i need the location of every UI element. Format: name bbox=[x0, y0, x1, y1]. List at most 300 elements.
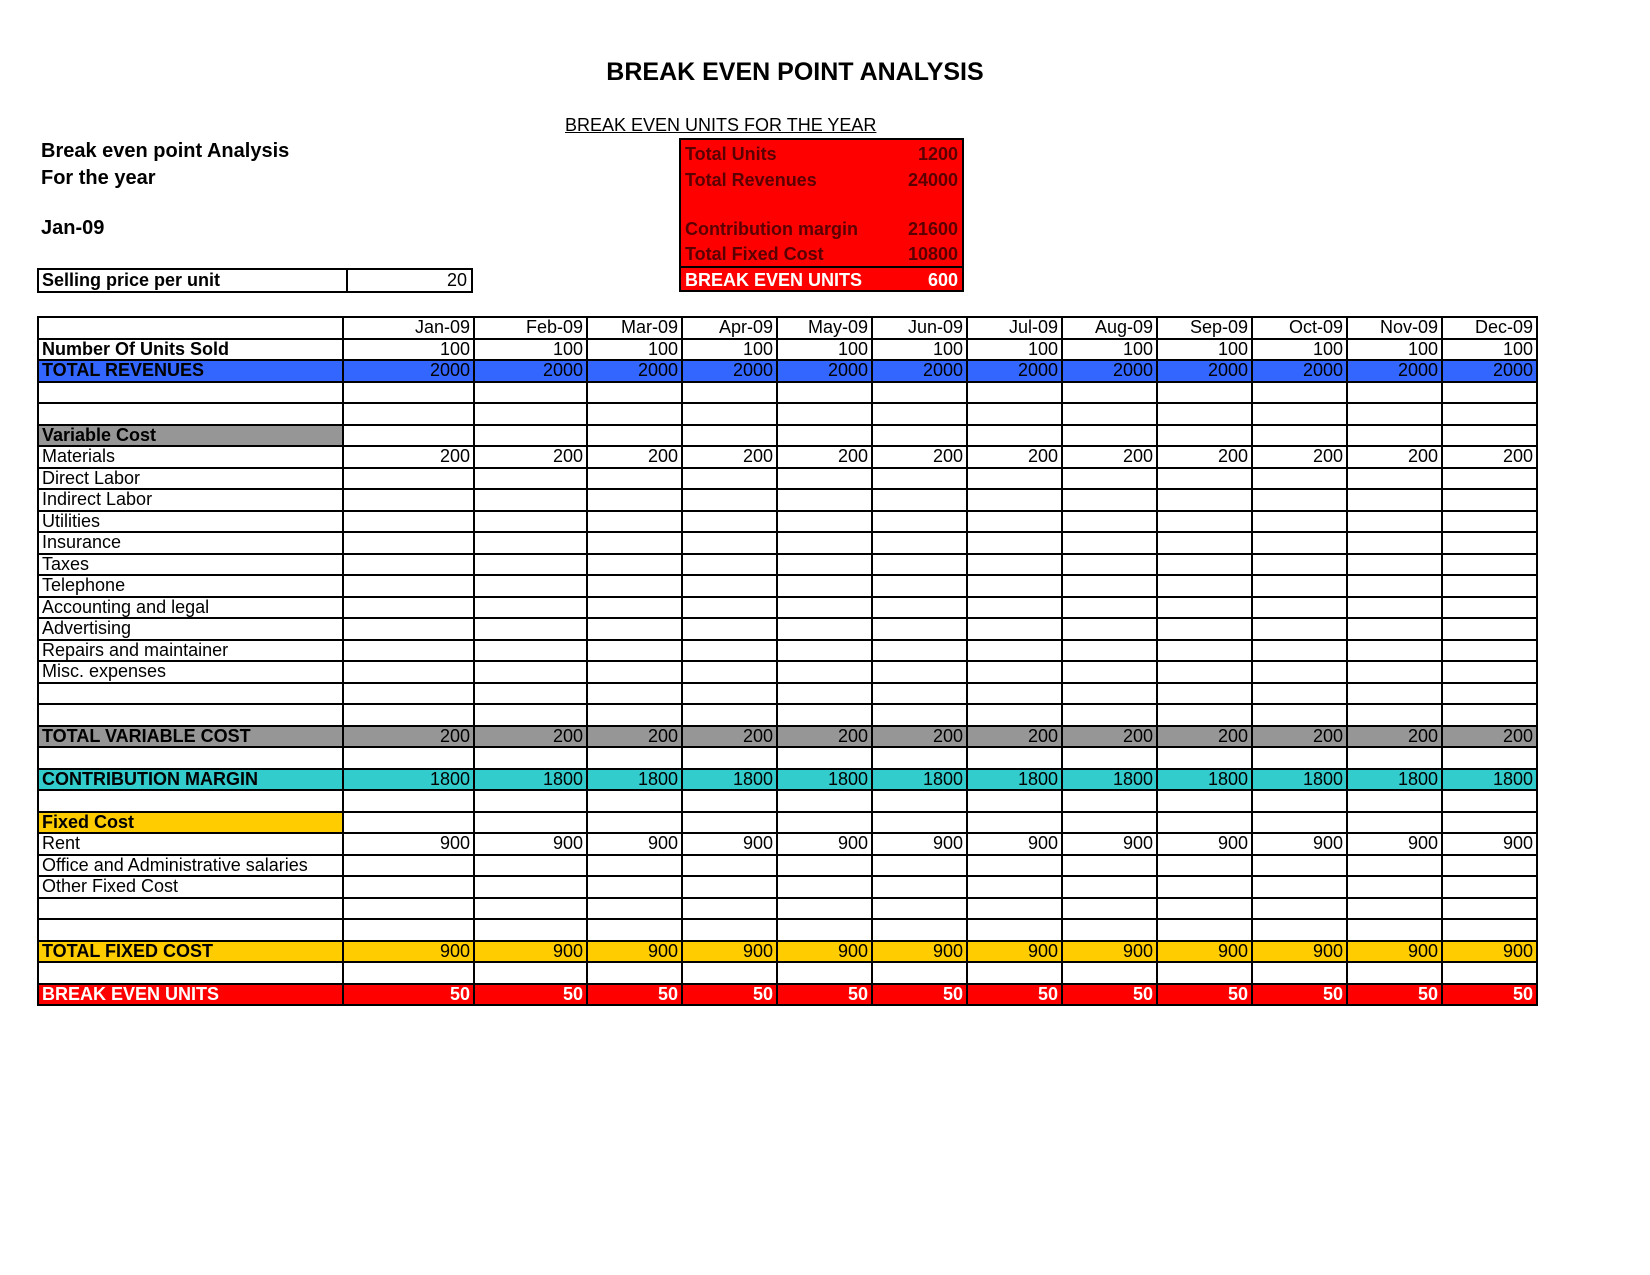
table-cell bbox=[967, 597, 1062, 619]
table-cell bbox=[777, 962, 872, 984]
table-cell bbox=[1347, 790, 1442, 812]
table-cell bbox=[1252, 855, 1347, 877]
table-cell: 2000 bbox=[1252, 360, 1347, 382]
table-cell bbox=[872, 597, 967, 619]
table-cell bbox=[1347, 382, 1442, 404]
table-cell: 900 bbox=[872, 833, 967, 855]
table-cell bbox=[1252, 640, 1347, 662]
table-cell bbox=[587, 919, 682, 941]
table-cell: 200 bbox=[967, 726, 1062, 748]
table-cell bbox=[777, 661, 872, 683]
table-cell bbox=[777, 597, 872, 619]
table-cell bbox=[777, 532, 872, 554]
table-cell bbox=[967, 704, 1062, 726]
table-cell bbox=[967, 683, 1062, 705]
table-cell bbox=[1252, 618, 1347, 640]
table-cell bbox=[587, 704, 682, 726]
table-cell bbox=[1157, 683, 1252, 705]
header-line-2: For the year bbox=[41, 167, 156, 189]
table-cell bbox=[967, 403, 1062, 425]
table-cell bbox=[1442, 575, 1537, 597]
table-cell bbox=[343, 382, 474, 404]
table-cell bbox=[343, 855, 474, 877]
table-cell bbox=[1157, 554, 1252, 576]
row-label-cell: TOTAL REVENUES bbox=[38, 360, 343, 382]
table-cell: 1800 bbox=[1252, 769, 1347, 791]
table-cell bbox=[474, 382, 587, 404]
table-cell: 2000 bbox=[967, 360, 1062, 382]
table-cell bbox=[1062, 919, 1157, 941]
summary-value: 10800 bbox=[907, 243, 958, 264]
table-cell: 900 bbox=[777, 833, 872, 855]
table-cell bbox=[1062, 962, 1157, 984]
table-cell bbox=[1062, 661, 1157, 683]
table-row bbox=[38, 919, 1537, 941]
table-cell bbox=[1442, 683, 1537, 705]
table-cell bbox=[1347, 403, 1442, 425]
table-cell bbox=[1252, 382, 1347, 404]
header-line-1: Break even point Analysis bbox=[41, 140, 290, 162]
table-cell bbox=[1157, 640, 1252, 662]
table-cell bbox=[1347, 876, 1442, 898]
table-cell bbox=[872, 919, 967, 941]
table-cell bbox=[1062, 468, 1157, 490]
table-cell: 200 bbox=[682, 726, 777, 748]
row-label-cell: Repairs and maintainer bbox=[38, 640, 343, 662]
table-cell: 900 bbox=[474, 833, 587, 855]
table-row bbox=[38, 532, 1537, 554]
table-cell: 1800 bbox=[777, 769, 872, 791]
table-cell: 1800 bbox=[343, 769, 474, 791]
table-cell bbox=[682, 425, 777, 447]
table-cell bbox=[682, 876, 777, 898]
row-label-cell: Other Fixed Cost bbox=[38, 876, 343, 898]
row-label-cell: Office and Administrative salaries bbox=[38, 855, 343, 877]
table-cell: 200 bbox=[1252, 726, 1347, 748]
row-label-cell: BREAK EVEN UNITS bbox=[38, 984, 343, 1006]
table-cell bbox=[343, 640, 474, 662]
table-cell bbox=[587, 876, 682, 898]
table-cell bbox=[474, 425, 587, 447]
table-cell bbox=[682, 511, 777, 533]
table-cell bbox=[1347, 554, 1442, 576]
table-cell bbox=[1157, 855, 1252, 877]
table-cell bbox=[777, 812, 872, 834]
row-label-cell bbox=[38, 747, 343, 769]
table-cell bbox=[343, 618, 474, 640]
table-cell: 50 bbox=[872, 984, 967, 1006]
table-cell bbox=[343, 575, 474, 597]
row-label-cell: Number Of Units Sold bbox=[38, 339, 343, 361]
table-row bbox=[38, 661, 1537, 683]
table-cell bbox=[1157, 382, 1252, 404]
summary-label: Total Units bbox=[685, 143, 777, 164]
table-cell: 200 bbox=[872, 446, 967, 468]
table-cell bbox=[872, 790, 967, 812]
table-cell bbox=[1252, 919, 1347, 941]
table-cell bbox=[1442, 425, 1537, 447]
month-header-cell: Mar-09 bbox=[587, 317, 682, 339]
table-row bbox=[38, 812, 1537, 834]
table-cell bbox=[1252, 661, 1347, 683]
table-cell: 100 bbox=[682, 339, 777, 361]
row-label-cell: Utilities bbox=[38, 511, 343, 533]
table-cell: 100 bbox=[587, 339, 682, 361]
table-row bbox=[38, 898, 1537, 920]
table-cell bbox=[474, 532, 587, 554]
table-cell: 1800 bbox=[967, 769, 1062, 791]
row-label-cell bbox=[38, 403, 343, 425]
table-cell: 900 bbox=[1442, 833, 1537, 855]
table-cell bbox=[587, 790, 682, 812]
summary-label: BREAK EVEN UNITS bbox=[685, 269, 863, 290]
table-row bbox=[38, 726, 1537, 748]
table-cell: 50 bbox=[967, 984, 1062, 1006]
summary-row-contribution-margin bbox=[685, 218, 958, 240]
table-cell bbox=[682, 704, 777, 726]
table-cell bbox=[587, 468, 682, 490]
table-cell bbox=[777, 683, 872, 705]
table-cell bbox=[1252, 511, 1347, 533]
row-label-cell: Indirect Labor bbox=[38, 489, 343, 511]
table-row bbox=[38, 468, 1537, 490]
row-label-cell bbox=[38, 962, 343, 984]
table-cell bbox=[777, 489, 872, 511]
row-label-cell: CONTRIBUTION MARGIN bbox=[38, 769, 343, 791]
table-cell: 50 bbox=[474, 984, 587, 1006]
table-cell: 50 bbox=[777, 984, 872, 1006]
table-cell bbox=[682, 661, 777, 683]
summary-label: Total Fixed Cost bbox=[685, 243, 824, 264]
table-cell: 200 bbox=[1347, 726, 1442, 748]
table-row bbox=[38, 575, 1537, 597]
table-cell bbox=[474, 597, 587, 619]
table-row bbox=[38, 769, 1537, 791]
table-cell bbox=[872, 962, 967, 984]
table-cell: 100 bbox=[343, 339, 474, 361]
table-row bbox=[38, 511, 1537, 533]
table-cell bbox=[1252, 554, 1347, 576]
table-cell bbox=[343, 704, 474, 726]
table-cell bbox=[1347, 919, 1442, 941]
table-row bbox=[38, 704, 1537, 726]
table-cell bbox=[343, 876, 474, 898]
table-cell bbox=[1442, 618, 1537, 640]
table-cell: 200 bbox=[1062, 446, 1157, 468]
table-cell bbox=[1347, 575, 1442, 597]
table-cell bbox=[1347, 532, 1442, 554]
table-cell bbox=[872, 855, 967, 877]
table-cell bbox=[1062, 554, 1157, 576]
table-cell bbox=[1062, 511, 1157, 533]
month-header-row bbox=[38, 317, 1537, 339]
table-cell bbox=[587, 812, 682, 834]
table-cell bbox=[343, 919, 474, 941]
table-cell: 2000 bbox=[343, 360, 474, 382]
table-cell bbox=[1252, 597, 1347, 619]
table-cell bbox=[1347, 683, 1442, 705]
month-header-cell: Apr-09 bbox=[682, 317, 777, 339]
table-row bbox=[38, 640, 1537, 662]
table-cell bbox=[777, 704, 872, 726]
table-cell bbox=[1442, 640, 1537, 662]
table-cell bbox=[343, 403, 474, 425]
table-cell bbox=[967, 425, 1062, 447]
table-cell bbox=[587, 683, 682, 705]
table-cell bbox=[682, 382, 777, 404]
row-label-cell bbox=[38, 898, 343, 920]
table-cell: 200 bbox=[474, 726, 587, 748]
table-cell bbox=[1252, 704, 1347, 726]
table-cell: 200 bbox=[777, 446, 872, 468]
table-cell: 2000 bbox=[682, 360, 777, 382]
selling-price-label: Selling price per unit bbox=[39, 270, 348, 291]
table-cell bbox=[343, 790, 474, 812]
table-cell bbox=[343, 554, 474, 576]
table-cell: 900 bbox=[1062, 941, 1157, 963]
table-row bbox=[38, 554, 1537, 576]
table-cell bbox=[1347, 425, 1442, 447]
table-cell bbox=[1062, 575, 1157, 597]
row-label-cell bbox=[38, 704, 343, 726]
table-cell: 2000 bbox=[777, 360, 872, 382]
table-cell bbox=[474, 683, 587, 705]
row-label-cell bbox=[38, 919, 343, 941]
table-cell: 1800 bbox=[1062, 769, 1157, 791]
table-cell bbox=[587, 403, 682, 425]
table-cell bbox=[343, 597, 474, 619]
summary-value: 600 bbox=[927, 269, 958, 290]
table-cell bbox=[1252, 812, 1347, 834]
table-cell bbox=[872, 876, 967, 898]
table-cell bbox=[1157, 898, 1252, 920]
table-cell bbox=[474, 704, 587, 726]
table-cell bbox=[1252, 403, 1347, 425]
table-cell bbox=[967, 876, 1062, 898]
table-cell bbox=[1157, 511, 1252, 533]
table-cell bbox=[1157, 661, 1252, 683]
table-cell bbox=[1347, 468, 1442, 490]
table-cell: 1800 bbox=[872, 769, 967, 791]
row-label-cell: Fixed Cost bbox=[38, 812, 343, 834]
row-label-cell: Insurance bbox=[38, 532, 343, 554]
table-row bbox=[38, 403, 1537, 425]
table-cell bbox=[1062, 683, 1157, 705]
table-cell: 200 bbox=[1252, 446, 1347, 468]
summary-value: 24000 bbox=[907, 169, 958, 190]
month-header-cell: Sep-09 bbox=[1157, 317, 1252, 339]
table-cell bbox=[777, 876, 872, 898]
table-cell bbox=[1442, 661, 1537, 683]
table-cell bbox=[1062, 855, 1157, 877]
table-cell: 2000 bbox=[1442, 360, 1537, 382]
table-cell bbox=[474, 468, 587, 490]
table-row bbox=[38, 984, 1537, 1006]
table-cell: 200 bbox=[1442, 446, 1537, 468]
table-cell bbox=[682, 962, 777, 984]
table-cell bbox=[872, 747, 967, 769]
selling-price-box bbox=[37, 268, 473, 293]
table-cell: 50 bbox=[1442, 984, 1537, 1006]
table-cell bbox=[1442, 919, 1537, 941]
table-cell bbox=[967, 554, 1062, 576]
table-cell bbox=[1252, 425, 1347, 447]
table-cell bbox=[1252, 747, 1347, 769]
table-cell bbox=[587, 747, 682, 769]
table-cell bbox=[343, 683, 474, 705]
row-label-cell: Taxes bbox=[38, 554, 343, 576]
selling-price-value: 20 bbox=[446, 270, 467, 290]
table-cell bbox=[967, 855, 1062, 877]
month-header-cell: Jul-09 bbox=[967, 317, 1062, 339]
row-label-cell bbox=[38, 382, 343, 404]
table-cell: 200 bbox=[343, 726, 474, 748]
table-cell bbox=[1252, 898, 1347, 920]
header-date: Jan-09 bbox=[41, 217, 105, 239]
table-cell bbox=[1062, 403, 1157, 425]
table-cell bbox=[682, 618, 777, 640]
table-cell: 100 bbox=[1062, 339, 1157, 361]
table-row bbox=[38, 618, 1537, 640]
table-cell bbox=[1157, 876, 1252, 898]
table-cell: 2000 bbox=[1062, 360, 1157, 382]
table-cell bbox=[587, 618, 682, 640]
table-cell: 900 bbox=[777, 941, 872, 963]
row-label-cell bbox=[38, 683, 343, 705]
table-cell: 900 bbox=[1347, 833, 1442, 855]
table-cell bbox=[1157, 962, 1252, 984]
table-cell bbox=[682, 812, 777, 834]
table-row bbox=[38, 597, 1537, 619]
table-cell: 200 bbox=[777, 726, 872, 748]
table-cell bbox=[682, 532, 777, 554]
table-cell bbox=[474, 403, 587, 425]
table-cell bbox=[1442, 554, 1537, 576]
table-cell: 100 bbox=[1442, 339, 1537, 361]
table-cell bbox=[1442, 532, 1537, 554]
table-row bbox=[38, 360, 1537, 382]
table-cell: 50 bbox=[587, 984, 682, 1006]
table-cell: 900 bbox=[1062, 833, 1157, 855]
summary-heading: BREAK EVEN UNITS FOR THE YEAR bbox=[565, 115, 877, 135]
table-cell: 2000 bbox=[872, 360, 967, 382]
table-cell bbox=[777, 855, 872, 877]
table-cell: 100 bbox=[1252, 339, 1347, 361]
table-row bbox=[38, 446, 1537, 468]
table-cell bbox=[682, 575, 777, 597]
month-header-cell: Jun-09 bbox=[872, 317, 967, 339]
summary-value: 21600 bbox=[907, 218, 958, 239]
table-cell bbox=[777, 919, 872, 941]
table-cell: 50 bbox=[682, 984, 777, 1006]
table-cell bbox=[1442, 489, 1537, 511]
month-header-cell: May-09 bbox=[777, 317, 872, 339]
table-cell: 200 bbox=[682, 446, 777, 468]
table-cell bbox=[967, 962, 1062, 984]
table-cell: 100 bbox=[474, 339, 587, 361]
row-label-cell: Rent bbox=[38, 833, 343, 855]
table-cell bbox=[872, 511, 967, 533]
page-title: BREAK EVEN POINT ANALYSIS bbox=[606, 58, 984, 86]
table-cell bbox=[1252, 683, 1347, 705]
table-cell bbox=[1252, 468, 1347, 490]
table-cell bbox=[343, 489, 474, 511]
table-cell: 100 bbox=[872, 339, 967, 361]
table-cell: 200 bbox=[343, 446, 474, 468]
table-cell bbox=[1062, 640, 1157, 662]
table-cell bbox=[872, 468, 967, 490]
table-cell bbox=[587, 661, 682, 683]
table-cell: 900 bbox=[587, 941, 682, 963]
table-row bbox=[38, 855, 1537, 877]
table-cell bbox=[1442, 747, 1537, 769]
table-row bbox=[38, 339, 1537, 361]
table-cell bbox=[1347, 962, 1442, 984]
table-cell bbox=[1347, 812, 1442, 834]
table-cell bbox=[1252, 962, 1347, 984]
table-cell: 50 bbox=[343, 984, 474, 1006]
table-cell bbox=[1157, 403, 1252, 425]
table-cell: 200 bbox=[587, 726, 682, 748]
table-cell bbox=[1347, 898, 1442, 920]
table-row bbox=[38, 876, 1537, 898]
table-cell bbox=[777, 554, 872, 576]
table-cell bbox=[682, 683, 777, 705]
table-cell: 900 bbox=[343, 941, 474, 963]
row-label-cell: Direct Labor bbox=[38, 468, 343, 490]
table-cell: 200 bbox=[1157, 446, 1252, 468]
table-cell bbox=[1442, 597, 1537, 619]
table-cell bbox=[1252, 575, 1347, 597]
table-cell bbox=[777, 898, 872, 920]
table-cell bbox=[1347, 489, 1442, 511]
table-cell bbox=[777, 425, 872, 447]
table-cell: 200 bbox=[1442, 726, 1537, 748]
table-cell: 900 bbox=[474, 941, 587, 963]
table-cell bbox=[1157, 532, 1252, 554]
table-cell bbox=[777, 640, 872, 662]
table-cell: 900 bbox=[682, 833, 777, 855]
row-label-cell: Variable Cost bbox=[38, 425, 343, 447]
table-cell bbox=[1157, 747, 1252, 769]
table-cell bbox=[1347, 704, 1442, 726]
table-row bbox=[38, 790, 1537, 812]
table-cell: 200 bbox=[587, 446, 682, 468]
table-cell: 900 bbox=[1347, 941, 1442, 963]
table-cell bbox=[1062, 425, 1157, 447]
table-row bbox=[38, 489, 1537, 511]
table-cell bbox=[1062, 618, 1157, 640]
table-cell: 200 bbox=[967, 446, 1062, 468]
table-cell: 900 bbox=[1442, 941, 1537, 963]
table-row bbox=[38, 833, 1537, 855]
table-cell bbox=[587, 597, 682, 619]
table-cell bbox=[967, 919, 1062, 941]
table-cell bbox=[1442, 704, 1537, 726]
table-cell bbox=[967, 489, 1062, 511]
table-cell bbox=[1157, 919, 1252, 941]
summary-label: Total Revenues bbox=[685, 169, 817, 190]
table-cell bbox=[1347, 855, 1442, 877]
table-cell: 1800 bbox=[1442, 769, 1537, 791]
table-cell bbox=[1347, 511, 1442, 533]
table-cell bbox=[872, 704, 967, 726]
table-cell bbox=[682, 403, 777, 425]
table-cell bbox=[1062, 747, 1157, 769]
table-cell bbox=[474, 962, 587, 984]
table-cell bbox=[1062, 876, 1157, 898]
summary-row-total-units bbox=[685, 143, 958, 165]
